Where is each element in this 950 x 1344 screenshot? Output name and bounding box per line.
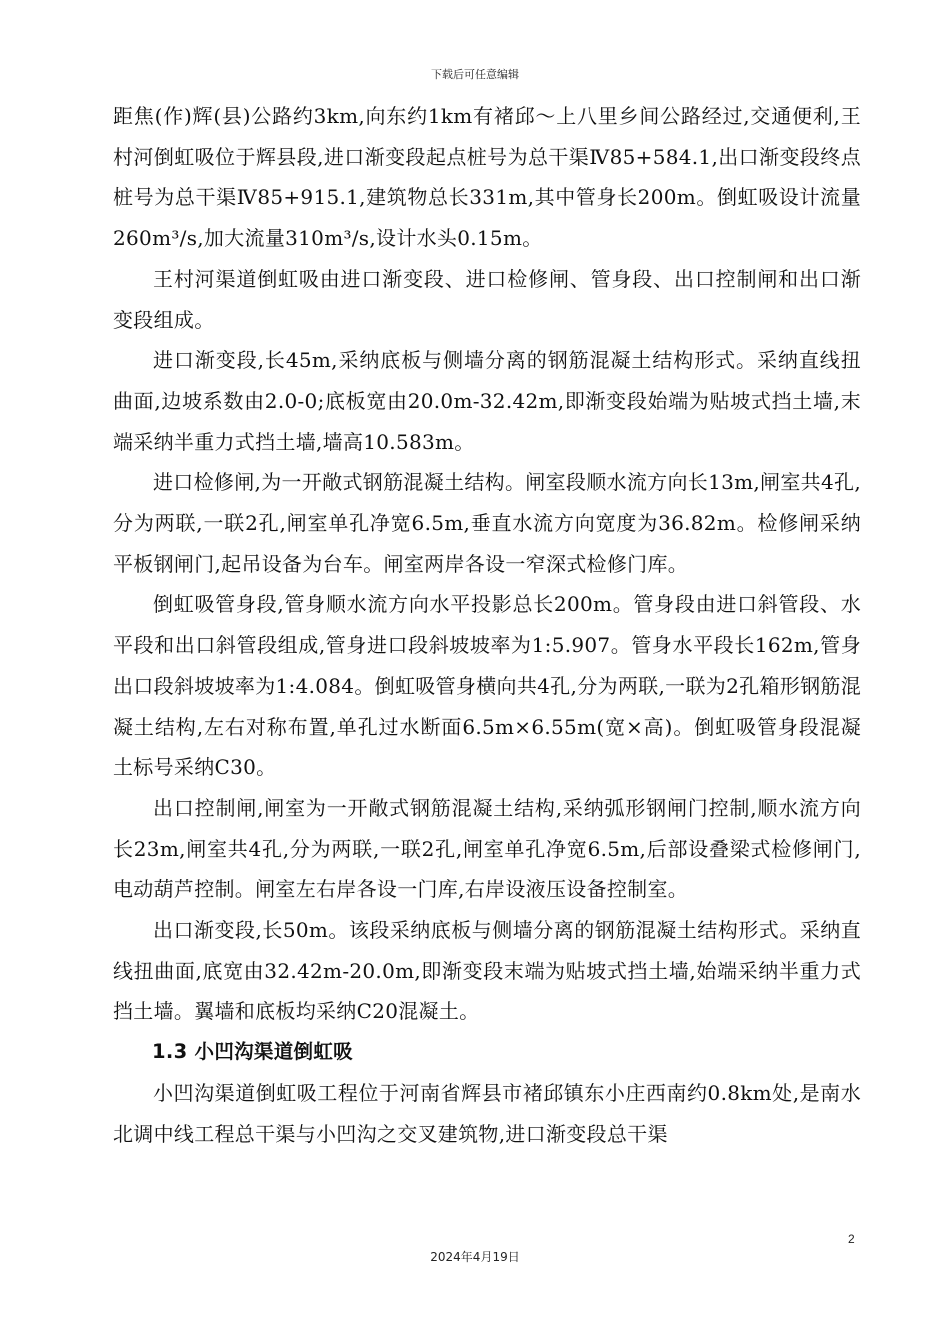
paragraph-outlet-gate: 出口控制闸,闸室为一开敞式钢筋混凝土结构,采纳弧形钢闸门控制,顺水流方向长23m,闸室共4孔,分为两联,一联2孔,闸室单孔净宽6.5m,后部设叠梁式检修闸门,电动葫芦控制。闸室左右岸各设一门库,右岸设液压设备控制室。 <box>113 795 861 902</box>
section-heading: 1.3 小凹沟渠道倒虹吸 <box>152 1040 353 1064</box>
page-header: 下载后可任意编辑 <box>431 68 519 81</box>
paragraph-inlet-gate: 进口检修闸,为一开敞式钢筋混凝土结构。闸室段顺水流方向长13m,闸室共4孔,分为两联,一联2孔,闸室单孔净宽6.5m,垂直水流方向宽度为36.82m。检修闸采纳平板钢闸门,起吊设备为台车。闸室两岸各设一窄深式检修门库。 <box>113 470 861 576</box>
paragraph-composition: 王村河渠道倒虹吸由进口渐变段、进口检修闸、管身段、出口控制闸和出口渐变段组成。 <box>113 266 861 332</box>
paragraph-pipe-body: 倒虹吸管身段,管身顺水流方向水平投影总长200m。管身段由进口斜管段、水平段和出口斜管段组成,管身进口段斜坡坡率为1:5.907。管身水平段长162m,管身出口段斜坡坡率为1:4.084。倒虹吸管身横向共4孔,分为两联,一联为2孔箱形钢筋混凝土结构,左右对称布置,单孔过水断面6.5m×6.55m(宽×高)。倒虹吸管身段混凝土标号采纳C30。 <box>113 592 861 780</box>
footer-date: 2024年4月19日 <box>430 1250 520 1264</box>
paragraph-section-intro: 小凹沟渠道倒虹吸工程位于河南省辉县市褚邱镇东小庄西南约0.8km处,是南水北调中线工程总干渠与小凹沟之交叉建筑物,进口渐变段总干渠 <box>113 1080 861 1146</box>
document-body <box>113 96 861 1154</box>
paragraph-outlet-transition: 出口渐变段,长50m。该段采纳底板与侧墙分离的钢筋混凝土结构形式。采纳直线扭曲面,底宽由32.42m-20.0m,即渐变段末端为贴坡式挡土墙,始端采纳半重力式挡土墙。翼墙和底板均采纳C20混凝土。 <box>113 918 861 1024</box>
page-number: 2 <box>848 1232 855 1246</box>
paragraph-location-overview: 距焦(作)辉(县)公路约3km,向东约1km有褚邱～上八里乡间公路经过,交通便利,王村河倒虹吸位于辉县段,进口渐变段起点桩号为总干渠Ⅳ85+584.1,出口渐变段终点桩号为总干渠Ⅳ85+915.1,建筑物总长331m,其中管身长200m。倒虹吸设计流量260m³/s,加大流量310m³/s,设计水头0.15m。 <box>113 104 861 251</box>
paragraph-inlet-transition: 进口渐变段,长45m,采纳底板与侧墙分离的钢筋混凝土结构形式。采纳直线扭曲面,边坡系数由2.0-0;底板宽由20.0m-32.42m,即渐变段始端为贴坡式挡土墙,末端采纳半重力式挡土墙,墙高10.583m。 <box>113 348 861 454</box>
